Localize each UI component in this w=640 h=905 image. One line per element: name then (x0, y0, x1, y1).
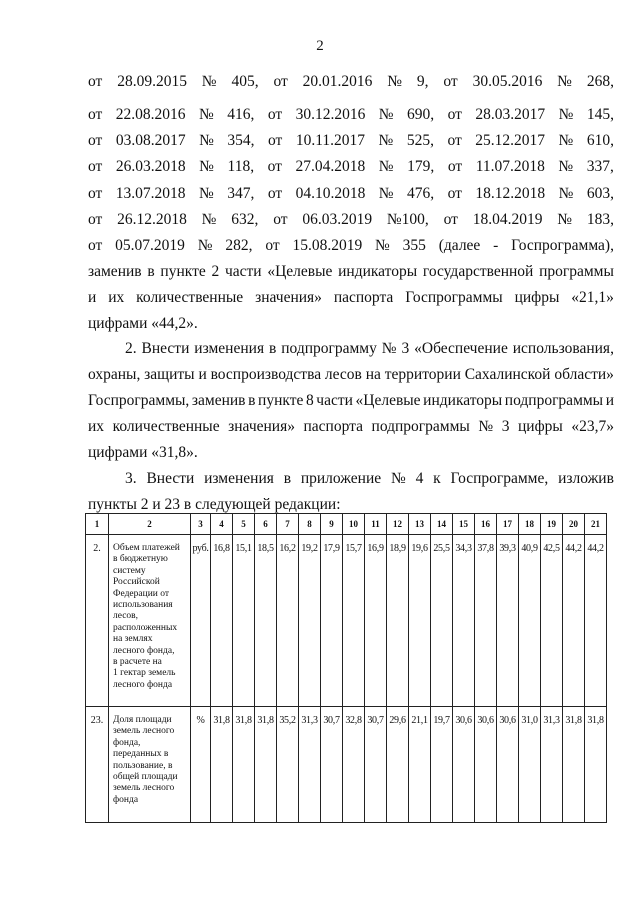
para1-line (88, 262, 614, 282)
value-cell: 25,5 (431, 535, 453, 707)
table-header-cell: 5 (233, 514, 255, 535)
amendment-token: 18.04.2019 (472, 211, 543, 228)
value-cell: 39,3 (497, 535, 519, 707)
description-line: систему (113, 565, 146, 576)
value-cell: 30,7 (321, 707, 343, 823)
amendment-token: 9, (416, 73, 429, 90)
word: количественные (136, 289, 244, 306)
description-line: общей площади (113, 772, 178, 783)
value-cell: 30,6 (475, 707, 497, 823)
amendment-token: 20.01.2016 (302, 73, 373, 90)
value-cell: 15,1 (233, 535, 255, 707)
word: цифры (517, 418, 563, 435)
value-cell: 19,7 (431, 707, 453, 823)
value-cell: 31,8 (255, 707, 277, 823)
row-number: 2. (86, 535, 109, 707)
table-header-cell: 7 (277, 514, 299, 535)
amendment-token: № (387, 73, 403, 90)
word: государственной (422, 263, 534, 280)
word: Внести (141, 340, 190, 357)
table-header-cell: 1 (86, 514, 109, 535)
amendment-token: 26.03.2018 (115, 158, 186, 175)
value-cell: 16,9 (365, 535, 387, 707)
value-cell: 29,6 (387, 707, 409, 823)
word: программы (539, 263, 614, 280)
amendment-line (88, 236, 614, 256)
amendment-token: 28.09.2015 (117, 73, 187, 90)
amendment-token: от (88, 211, 103, 228)
table-header-cell: 21 (585, 514, 607, 535)
amendment-token: от (447, 185, 462, 202)
word: и (605, 392, 614, 409)
amendment-token: от (267, 106, 283, 123)
amendment-token: № (199, 158, 214, 175)
amendment-token: 179, (407, 158, 435, 175)
word: Госпрограмме, (450, 470, 549, 487)
description-line: переданных в (113, 749, 169, 760)
description-line: расположенных (113, 622, 178, 633)
table-header-cell: 18 (519, 514, 541, 535)
value-cell: 19,6 (409, 535, 431, 707)
word: воспроизводства (210, 366, 322, 383)
word: Госпрограммы, (88, 392, 190, 409)
value-cell: 37,8 (475, 535, 497, 707)
amendment-token: 13.07.2018 (115, 185, 186, 202)
value-cell: 15,7 (343, 535, 365, 707)
word: части (224, 263, 262, 280)
amendment-token: № (378, 132, 394, 149)
word: Сахалинской (464, 366, 551, 383)
amendment-line (88, 72, 614, 92)
value-cell: 31,8 (233, 707, 255, 823)
row-unit: руб. (191, 535, 211, 707)
value-cell: 42,5 (541, 535, 563, 707)
amendment-token: № (375, 237, 390, 254)
word: 3 (501, 418, 510, 435)
description-line: 1 гектар земель (113, 668, 176, 679)
word: и (88, 289, 97, 306)
amendment-token: 632, (231, 211, 259, 228)
row-number: 23. (86, 707, 109, 823)
word: 2. (125, 340, 137, 357)
word: защиты (144, 366, 195, 383)
word: значения» (228, 418, 295, 435)
word: пункте (160, 263, 206, 280)
value-cell: 34,3 (453, 535, 475, 707)
value-cell: 31,8 (585, 707, 607, 823)
amendment-token: от (88, 237, 103, 254)
amendment-token: от (447, 106, 462, 123)
amendment-token: 416, (227, 106, 255, 123)
word: приложение (300, 470, 382, 487)
amendment-token: 25.12.2017 (475, 132, 546, 149)
amendment-token: 10.11.2017 (295, 132, 366, 149)
description-line: Доля площади (113, 715, 172, 725)
word: 2 (211, 263, 220, 280)
amendment-token: от (88, 73, 103, 90)
amendment-token: от (443, 211, 458, 228)
amendment-token: № (378, 106, 394, 123)
amendment-token: - (493, 237, 499, 254)
amendment-token: № (201, 73, 217, 90)
amendment-token: 476, (407, 185, 435, 202)
word: в (248, 392, 256, 409)
amendment-token: № (558, 158, 574, 175)
table-header-cell: 16 (475, 514, 497, 535)
amendment-token: 27.04.2018 (295, 158, 366, 175)
word: лесов (324, 366, 362, 383)
word: цифры (514, 289, 560, 306)
word: значения» (255, 289, 322, 306)
value-cell: 31,0 (519, 707, 541, 823)
word: подпрограмму (281, 340, 377, 357)
word: изложив (558, 470, 614, 487)
table-header-cell: 13 (409, 514, 431, 535)
amendment-line (88, 184, 614, 204)
amendment-token: 354, (227, 132, 255, 149)
description-line: фонда, (113, 737, 141, 748)
table-header-cell: 19 (541, 514, 563, 535)
table-header-cell: 6 (255, 514, 277, 535)
para3-line (125, 469, 614, 489)
table-row (86, 535, 607, 707)
amendment-token: 610, (586, 132, 614, 149)
word: 4 (415, 470, 424, 487)
amendment-token: № (198, 106, 214, 123)
description-line: в бюджетную (113, 554, 168, 565)
word: 3. (125, 470, 137, 487)
description-line: в расчете на (113, 657, 162, 668)
para2-line (88, 417, 614, 437)
amendment-token: 282, (225, 237, 253, 254)
value-cell: 31,3 (541, 707, 563, 823)
word: заменив (88, 263, 142, 280)
amendment-token: 118, (227, 158, 255, 175)
value-cell: 40,9 (519, 535, 541, 707)
amendment-line (88, 131, 614, 151)
amendment-token: от (267, 158, 282, 175)
word: № (381, 340, 397, 357)
word: Госпрограммы (405, 289, 503, 306)
value-cell: 30,7 (365, 707, 387, 823)
value-cell: 19,2 (299, 535, 321, 707)
amendment-token: № (557, 211, 573, 228)
amendment-token: № (378, 185, 394, 202)
value-cell: 31,8 (563, 707, 585, 823)
para2-line (88, 391, 614, 411)
amendment-token: № (557, 73, 572, 90)
amendment-token: (далее (438, 237, 481, 254)
para1-line (88, 288, 614, 308)
amendment-token: от (273, 211, 288, 228)
amendment-token: 26.12.2018 (117, 211, 187, 228)
word: территории (384, 366, 461, 383)
amendment-token: 18.12.2018 (475, 185, 546, 202)
amendment-token: 145, (586, 106, 614, 123)
table-row (86, 707, 607, 823)
amendment-token: № (197, 237, 213, 254)
word: и (198, 366, 207, 383)
table-header-cell: 20 (563, 514, 585, 535)
description-line: земель лесного (113, 783, 175, 794)
value-cell: 16,2 (277, 535, 299, 707)
table-header-cell: 2 (109, 514, 191, 535)
amendment-token: 15.08.2019 (292, 237, 363, 254)
para2-line (125, 339, 614, 359)
word: заменив (191, 392, 246, 409)
amendment-token: 30.05.2016 (472, 73, 543, 90)
word: использования, (512, 340, 614, 357)
amendment-token: 603, (586, 185, 614, 202)
value-cell: 18,5 (255, 535, 277, 707)
amendment-token: от (265, 237, 280, 254)
amendment-token: 11.07.2018 (475, 158, 545, 175)
amendment-token: от (88, 132, 103, 149)
amendment-token: 405, (231, 73, 259, 90)
description-line: лесов, (113, 611, 139, 622)
word: «23,7» (571, 418, 614, 435)
amendment-token: 30.12.2016 (295, 106, 366, 123)
value-cell: 16,8 (211, 535, 233, 707)
value-cell: 17,9 (321, 535, 343, 707)
word: количественные (112, 418, 220, 435)
description-line: Объем платежей (113, 543, 180, 553)
amendment-token: 05.07.2019 (115, 237, 185, 254)
word: индикаторы (423, 392, 503, 409)
table-header-cell: 8 (299, 514, 321, 535)
amendment-token: Госпрограмма), (511, 237, 614, 254)
amendment-token: 355 (402, 237, 426, 254)
amendment-token: № (378, 158, 394, 175)
word: в (283, 470, 292, 487)
amendment-line (88, 105, 614, 125)
word: в (268, 340, 277, 357)
table-header-cell: 17 (497, 514, 519, 535)
description-line: лесного фонда, (113, 645, 175, 656)
amendment-token: 525, (406, 132, 434, 149)
word: изменения (204, 470, 274, 487)
word: области» (554, 366, 614, 383)
para2-line: цифрами «31,8». (88, 444, 198, 461)
description-line: пользование, в (113, 760, 173, 771)
value-cell: 44,2 (563, 535, 585, 707)
description-line: использования (113, 600, 173, 611)
value-cell: 31,3 (299, 707, 321, 823)
row-description (109, 707, 191, 823)
table-header-cell: 9 (321, 514, 343, 535)
amendment-token: от (88, 158, 103, 175)
amendment-token: от (273, 73, 288, 90)
word: их (108, 289, 125, 306)
word: на (365, 366, 381, 383)
word: паспорта (303, 418, 363, 435)
amendment-token: 06.03.2019 (302, 211, 373, 228)
amendment-token: 183, (586, 211, 614, 228)
amendment-token: № (558, 106, 574, 123)
amendment-token: 04.10.2018 (295, 185, 366, 202)
amendment-token: № (558, 132, 574, 149)
word: Внести (146, 470, 195, 487)
amendment-token: № (558, 185, 574, 202)
amendment-token: №100, (386, 211, 429, 228)
description-line: земель лесного (113, 726, 175, 737)
value-cell: 30,6 (453, 707, 475, 823)
amendment-token: 347, (227, 185, 255, 202)
amendment-token: от (267, 185, 283, 202)
amendment-token: № (198, 185, 214, 202)
row-unit: % (191, 707, 211, 823)
word: подпрограммы (504, 392, 604, 409)
word: к (433, 470, 441, 487)
word: пункте (258, 392, 304, 409)
value-cell: 18,9 (387, 535, 409, 707)
para1-line: цифрами «44,2». (88, 315, 198, 332)
value-cell: 30,6 (497, 707, 519, 823)
para2-line (88, 365, 614, 385)
amendment-token: от (268, 132, 283, 149)
amendment-token: № (201, 211, 217, 228)
amendment-token: от (447, 158, 463, 175)
table-header-cell: 3 (191, 514, 211, 535)
amendment-token: 03.08.2017 (115, 132, 186, 149)
amendment-token: от (88, 185, 103, 202)
value-cell: 31,8 (211, 707, 233, 823)
word: в (147, 263, 155, 280)
word: паспорта (333, 289, 394, 306)
word: охраны, (88, 366, 141, 383)
table-header-cell: 10 (343, 514, 365, 535)
amendment-token: 268, (586, 73, 614, 90)
word: «Обеспечение (414, 340, 508, 357)
table-header-cell: 15 (453, 514, 475, 535)
description-line: на землях (113, 634, 153, 645)
value-cell: 35,2 (277, 707, 299, 823)
description-line: фонда (113, 794, 139, 805)
value-cell: 32,8 (343, 707, 365, 823)
word: части (316, 392, 353, 409)
word: 8 (305, 392, 314, 409)
amendment-line (88, 157, 614, 177)
word: № (478, 418, 494, 435)
description-line: Федерации от (113, 588, 170, 599)
table-header-cell: 12 (387, 514, 409, 535)
amendment-token: 28.03.2017 (475, 106, 546, 123)
table-header-cell: 4 (211, 514, 233, 535)
value-cell: 21,1 (409, 707, 431, 823)
amendment-token: № (199, 132, 214, 149)
word: 3 (401, 340, 410, 357)
amendment-token: от (447, 132, 462, 149)
para3-line: пункты 2 и 23 в следующей редакции: (88, 496, 341, 513)
amendment-token: 690, (407, 106, 435, 123)
word: изменения (194, 340, 265, 357)
word: «Целевые (355, 392, 421, 409)
table-header-row (86, 514, 607, 535)
amendment-token: от (88, 106, 103, 123)
word: индикаторы (338, 263, 418, 280)
value-cell: 44,2 (585, 535, 607, 707)
page-number: 2 (316, 38, 324, 54)
word: № (390, 470, 406, 487)
amendment-line (88, 210, 614, 230)
word: их (88, 418, 105, 435)
amendment-token: от (443, 73, 458, 90)
description-line: лесного фонда (113, 679, 173, 690)
word: «21,1» (571, 289, 614, 306)
row-description (109, 535, 191, 707)
table-header-cell: 11 (365, 514, 387, 535)
description-line: Российской (113, 577, 160, 588)
word: подпрограммы (371, 418, 470, 435)
indicators-table (85, 513, 607, 823)
word: «Целевые (267, 263, 333, 280)
table-header-cell: 14 (431, 514, 453, 535)
amendment-token: 337, (586, 158, 614, 175)
amendment-token: 22.08.2016 (115, 106, 186, 123)
